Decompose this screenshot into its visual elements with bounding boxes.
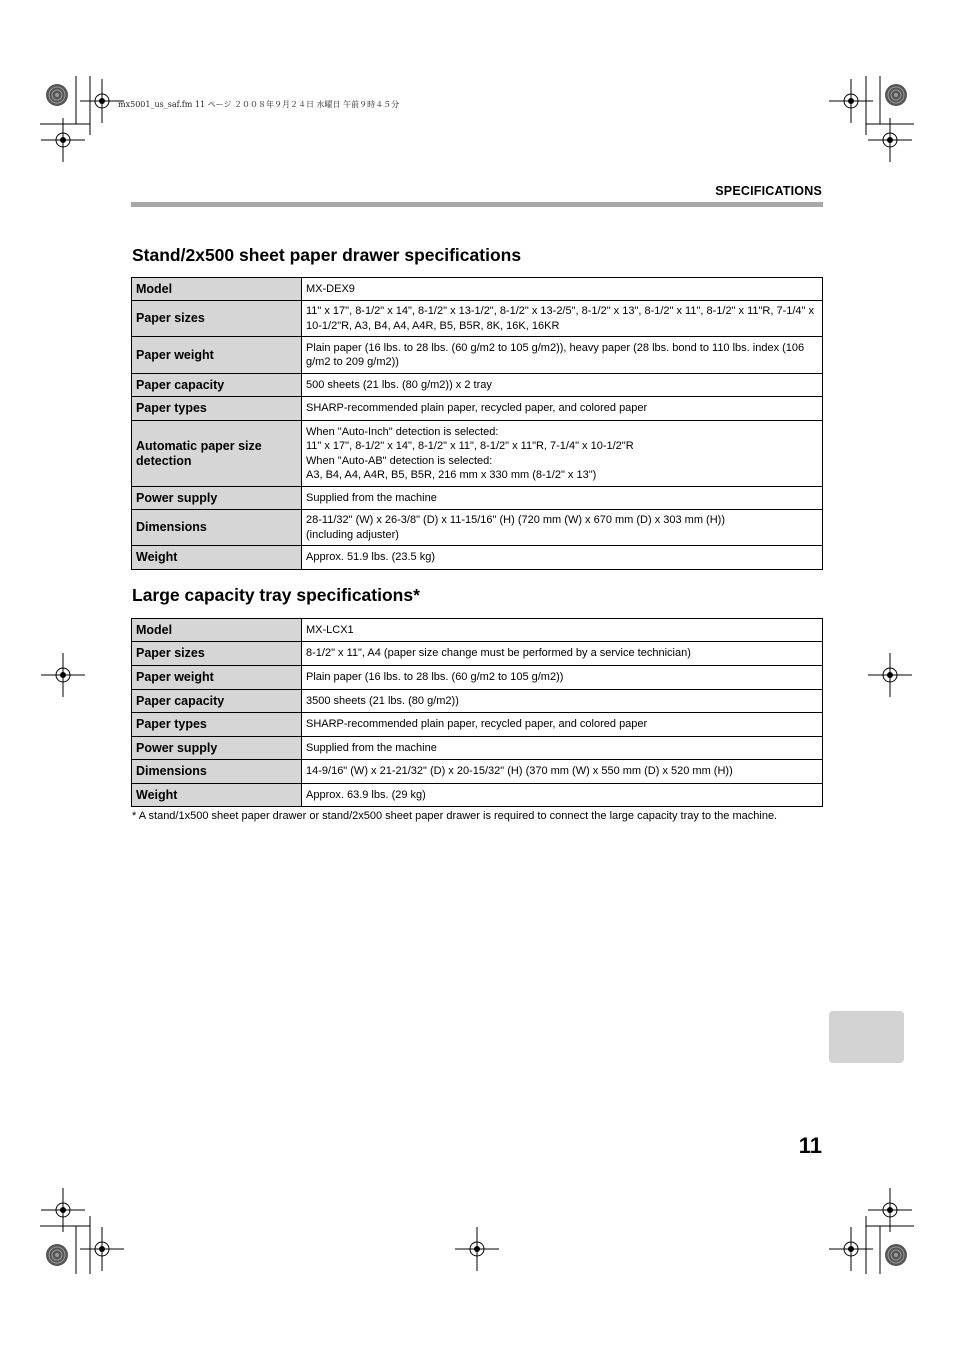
spec-label: Dimensions — [132, 760, 302, 784]
spec-label: Power supply — [132, 487, 302, 510]
spec-value: Approx. 63.9 lbs. (29 kg) — [302, 784, 823, 807]
spec-value: 3500 sheets (21 lbs. (80 g/m2)) — [302, 690, 823, 713]
table-row — [132, 784, 823, 807]
spec-value: Supplied from the machine — [302, 487, 823, 510]
table-row — [132, 487, 823, 510]
spec-value: 11" x 17", 8-1/2" x 14", 8-1/2" x 13-1/2", 8-1/2" x 13-2/5", 8-1/2" x 13", 8-1/2" x 11", 8-1/2" x 11"R, 7-1/4" x 10-1/2"R, A3, B4, A4, A4R, B5, B5R, 8K, 16K, 16KR — [302, 301, 823, 337]
table-row — [132, 374, 823, 397]
footnote: * A stand/1x500 sheet paper drawer or stand/2x500 sheet paper drawer is required to connect the large capacity tray to the machine. — [132, 810, 778, 822]
spec-value: When "Auto-Inch" detection is selected: 11" x 17", 8-1/2" x 14", 8-1/2" x 11", 8-1/2" x 11"R, 7-1/4" x 10-1/2"R When "Auto-AB" detection is selected: A3, B4, A4, A4R, B5, B5R, 216 mm x 330 mm (8-1/2" x 13") — [302, 421, 823, 487]
lct-spec-table — [131, 618, 823, 807]
section-label: SPECIFICATIONS — [715, 184, 822, 198]
table-row — [132, 397, 823, 421]
lct-section-title: Large capacity tray specifications* — [132, 585, 420, 605]
stand-spec-body — [132, 278, 823, 570]
table-row — [132, 760, 823, 784]
lct-spec-body — [132, 619, 823, 807]
spec-value: MX-LCX1 — [302, 619, 823, 642]
table-row — [132, 642, 823, 666]
spec-label: Paper types — [132, 397, 302, 421]
spec-value: SHARP-recommended plain paper, recycled paper, and colored paper — [302, 713, 823, 737]
table-row — [132, 510, 823, 546]
table-row — [132, 619, 823, 642]
spec-label: Paper sizes — [132, 642, 302, 666]
table-row — [132, 737, 823, 760]
table-row — [132, 690, 823, 713]
spec-value: SHARP-recommended plain paper, recycled paper, and colored paper — [302, 397, 823, 421]
spec-label: Paper capacity — [132, 690, 302, 713]
spec-label: Model — [132, 619, 302, 642]
spec-label: Paper weight — [132, 666, 302, 690]
stand-spec-table — [131, 277, 823, 570]
header-rule — [131, 202, 823, 207]
table-row — [132, 713, 823, 737]
table-row — [132, 278, 823, 301]
spec-value: 28-11/32" (W) x 26-3/8" (D) x 11-15/16" (H) (720 mm (W) x 670 mm (D) x 303 mm (H)) (including adjuster) — [302, 510, 823, 546]
spec-label: Paper capacity — [132, 374, 302, 397]
file-info-header: mx5001_us_saf.fm 11 ページ ２００８年９月２４日 水曜日 午前９時４５分 — [118, 100, 400, 109]
table-row — [132, 666, 823, 690]
table-row — [132, 337, 823, 374]
spec-label: Weight — [132, 784, 302, 807]
spec-label: Paper sizes — [132, 301, 302, 337]
spec-label: Power supply — [132, 737, 302, 760]
spec-value: Plain paper (16 lbs. to 28 lbs. (60 g/m2 to 105 g/m2)), heavy paper (28 lbs. bond to 110 lbs. index (106 g/m2 to 209 g/m2)) — [302, 337, 823, 374]
spec-value: Supplied from the machine — [302, 737, 823, 760]
spec-label: Paper weight — [132, 337, 302, 374]
spec-label: Dimensions — [132, 510, 302, 546]
table-row — [132, 421, 823, 487]
spec-value: 500 sheets (21 lbs. (80 g/m2)) x 2 tray — [302, 374, 823, 397]
spec-value: 14-9/16" (W) x 21-21/32" (D) x 20-15/32" (H) (370 mm (W) x 550 mm (D) x 520 mm (H)) — [302, 760, 823, 784]
spec-value: Plain paper (16 lbs. to 28 lbs. (60 g/m2 to 105 g/m2)) — [302, 666, 823, 690]
spec-label: Automatic paper size detection — [132, 421, 302, 487]
stand-section-title: Stand/2x500 sheet paper drawer specifications — [132, 245, 522, 265]
chapter-tab — [829, 1011, 904, 1063]
spec-label: Model — [132, 278, 302, 301]
spec-label: Paper types — [132, 713, 302, 737]
spec-label: Weight — [132, 546, 302, 570]
table-row — [132, 301, 823, 337]
page-number: 11 — [798, 1133, 822, 1158]
table-row — [132, 546, 823, 570]
spec-value: 8-1/2" x 11", A4 (paper size change must be performed by a service technician) — [302, 642, 823, 666]
spec-value: MX-DEX9 — [302, 278, 823, 301]
spec-value: Approx. 51.9 lbs. (23.5 kg) — [302, 546, 823, 570]
